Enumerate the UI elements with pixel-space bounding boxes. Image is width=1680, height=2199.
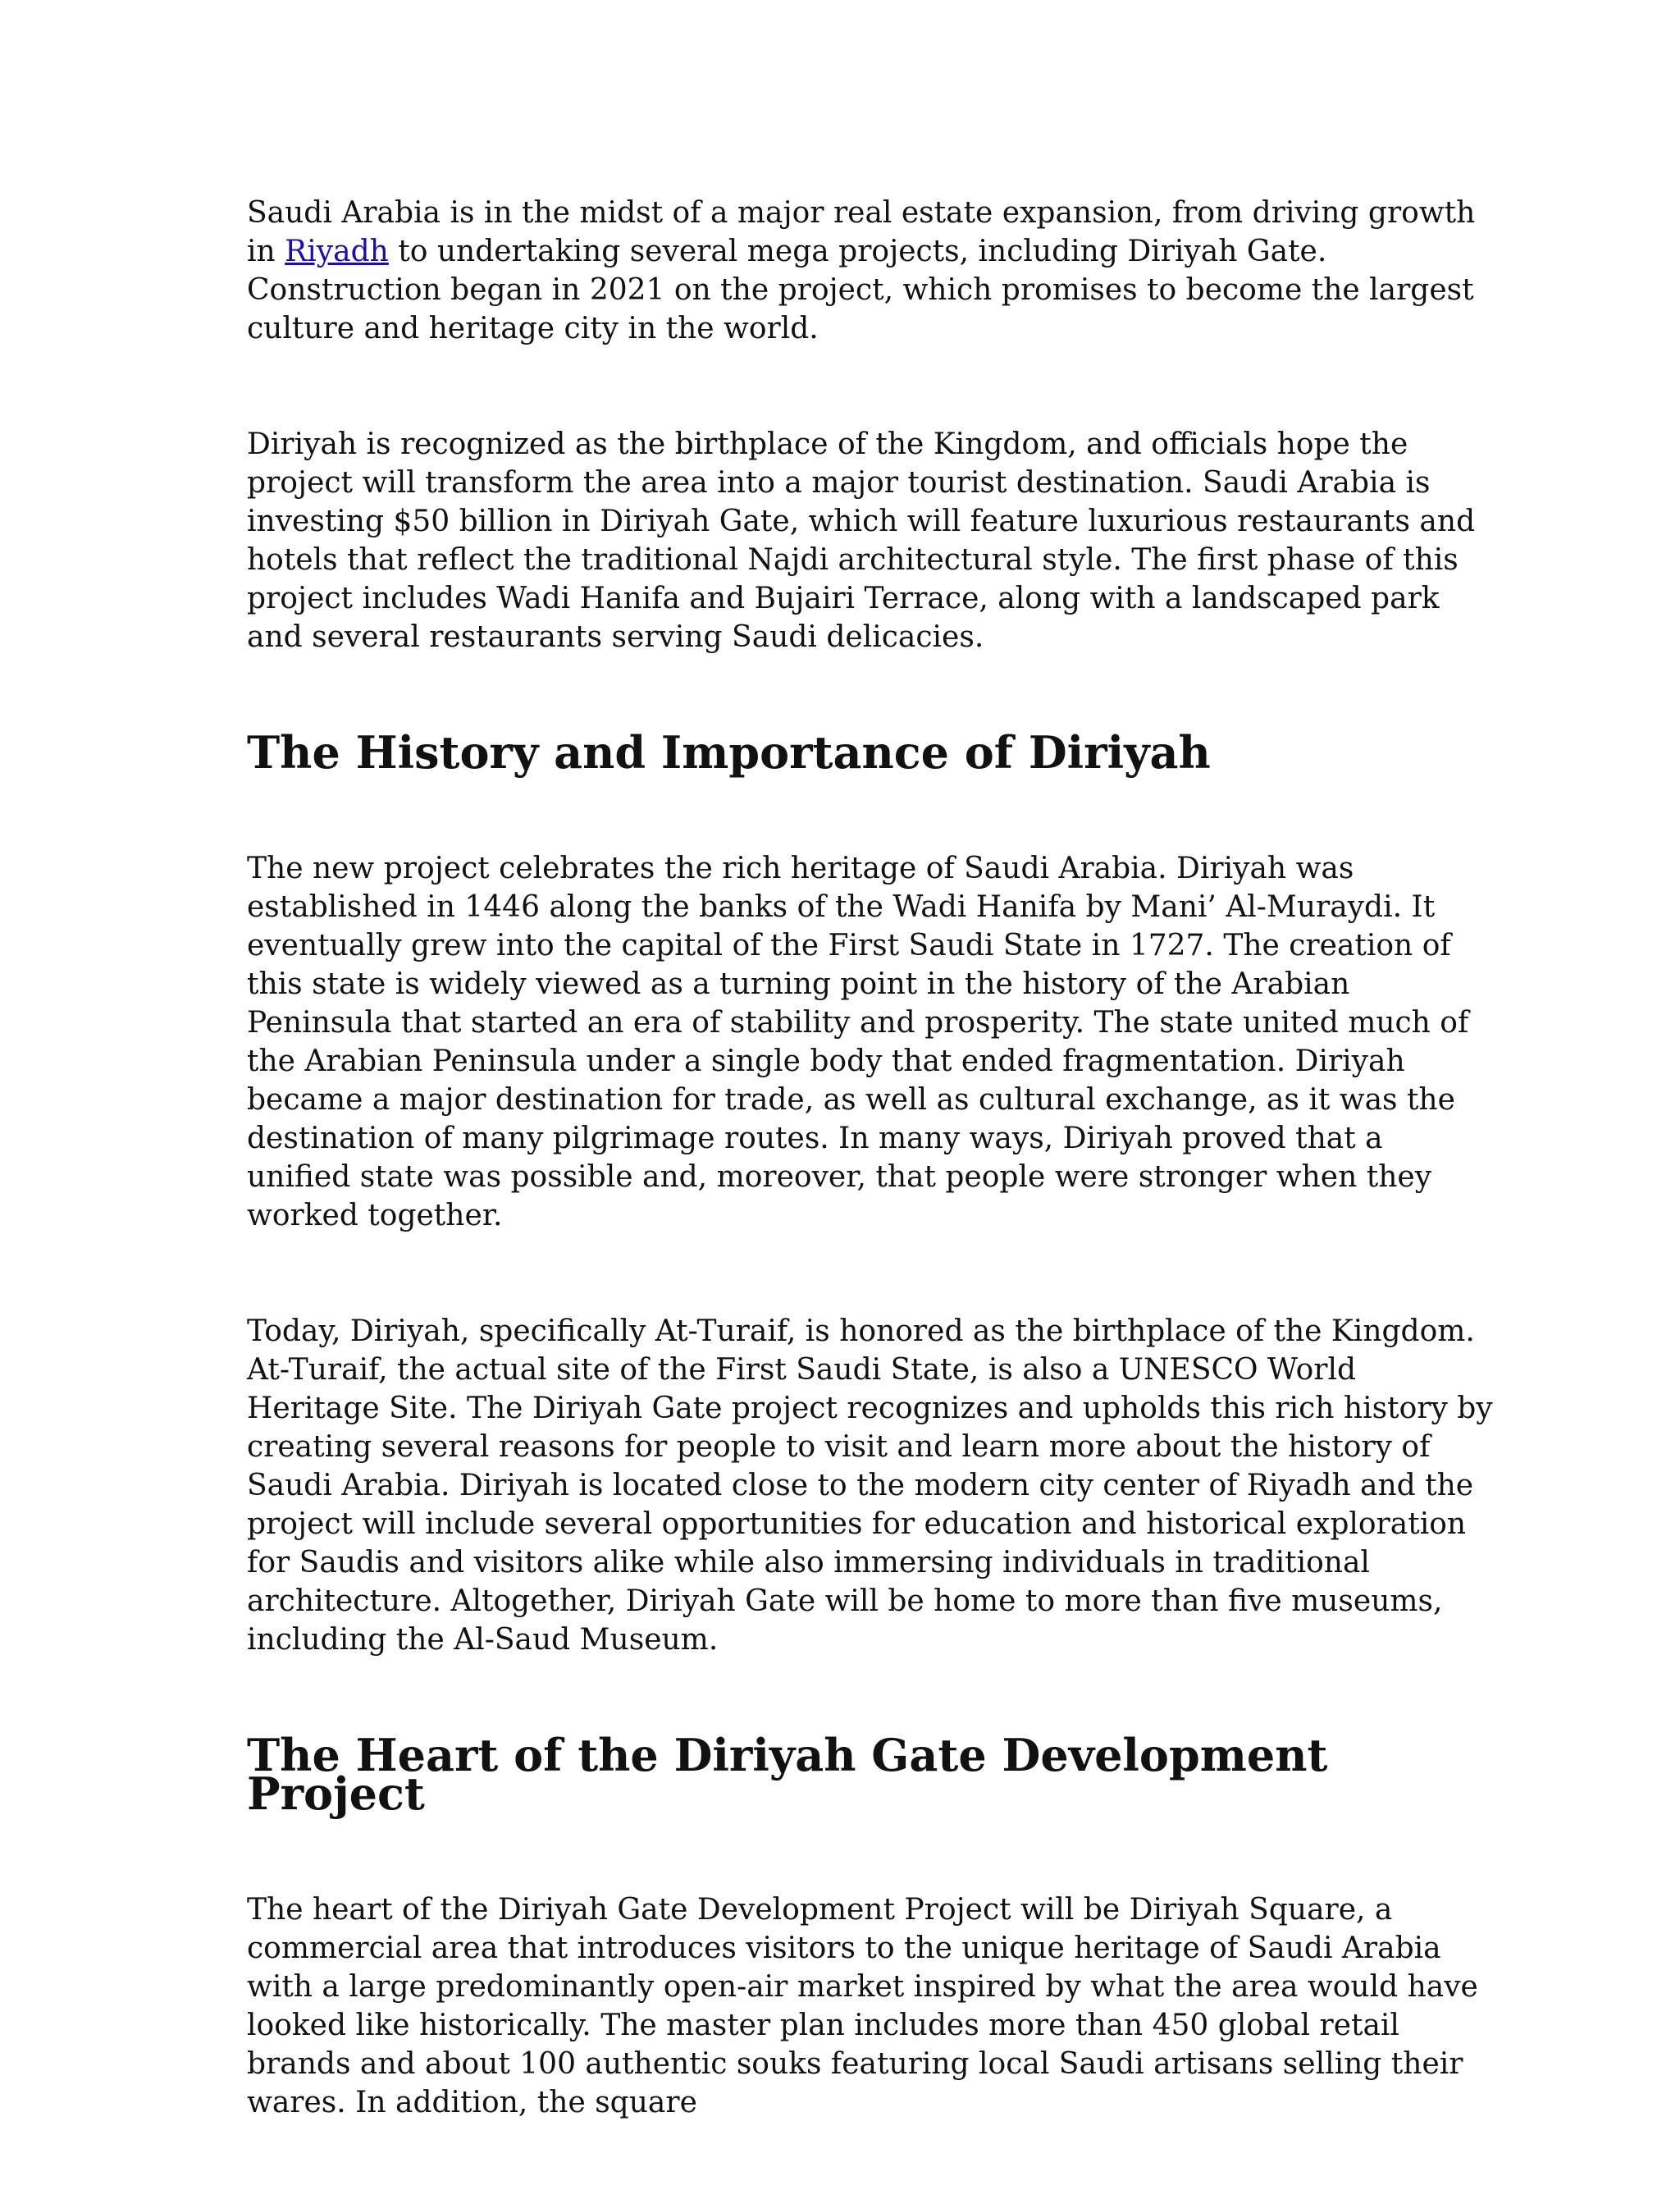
at-turaif-paragraph: Today, Diriyah, specifically At-Turaif, is honored as the birthplace of the Kingdom. At-Turaif, the actual site of the First Saudi State, is also a UNESCO World Heritage Site. The Diriyah Gate project recognizes and upholds this rich history by creating several reasons for people to visit and learn more about the history of Saudi Arabia. Diriyah is located close to the modern city center of Riyadh and the project will include several opportunities for education and historical exploration for Saudis and visitors alike while also immersing individuals in traditional architecture. Altogether, Diriyah Gate will be home to more than five museums, including the Al-Saud Museum. [247,1314,1493,1657]
history-paragraph: The new project celebrates the rich heritage of Saudi Arabia. Diriyah was established in 1446 along the banks of the Wadi Hanifa by Mani’ Al-Muraydi. It eventually grew into the capital of the First Saudi State in 1727. The creation of this state is widely viewed as a turning point in the history of the Arabian Peninsula that started an era of stability and prosperity. The state united much of the Arabian Peninsula under a single body that ended fragmentation. Diriyah became a major destination for trade, as well as cultural exchange, as it was the destination of many pilgrimage routes. In many ways, Diriyah proved that a unified state was possible and, moreover, that people were stronger when they worked together. [247,852,1469,1232]
history-heading: The History and Importance of Diriyah [247,726,1211,779]
intro-text-after: to undertaking several mega projects, including Diriyah Gate. Construction began in 2021 on the project, which promises to become the largest culture and heritage city in the world. [247,235,1474,345]
intro-paragraph [247,194,1494,348]
heart-of-project-heading: The Heart of the Diriyah Gate Development Project [247,1729,1328,1820]
diriyah-overview-paragraph: Diriyah is recognized as the birthplace of the Kingdom, and officials hope the project will transform the area into a major tourist destination. Saudi Arabia is investing $50 billion in Diriyah Gate, which will feature luxurious restaurants and hotels that reflect the traditional Najdi architectural style. The first phase of this project includes Wadi Hanifa and Bujairi Terrace, along with a landscaped park and several restaurants serving Saudi delicacies. [247,427,1476,654]
diriyah-square-paragraph: The heart of the Diriyah Gate Development Project will be Diriyah Square, a commercial area that introduces visitors to the unique heritage of Saudi Arabia with a large predominantly open-air market inspired by what the area would have looked like historically. The master plan includes more than 450 global retail brands and about 100 authentic souks featuring local Saudi artisans selling their wares. In addition, the square [247,1893,1478,2119]
document-page [247,194,1494,2199]
riyadh-link[interactable]: Riyadh [285,235,389,268]
intro-text-before: Saudi Arabia is in the midst of a major real estate expansion, from driving growth in [247,196,1476,268]
